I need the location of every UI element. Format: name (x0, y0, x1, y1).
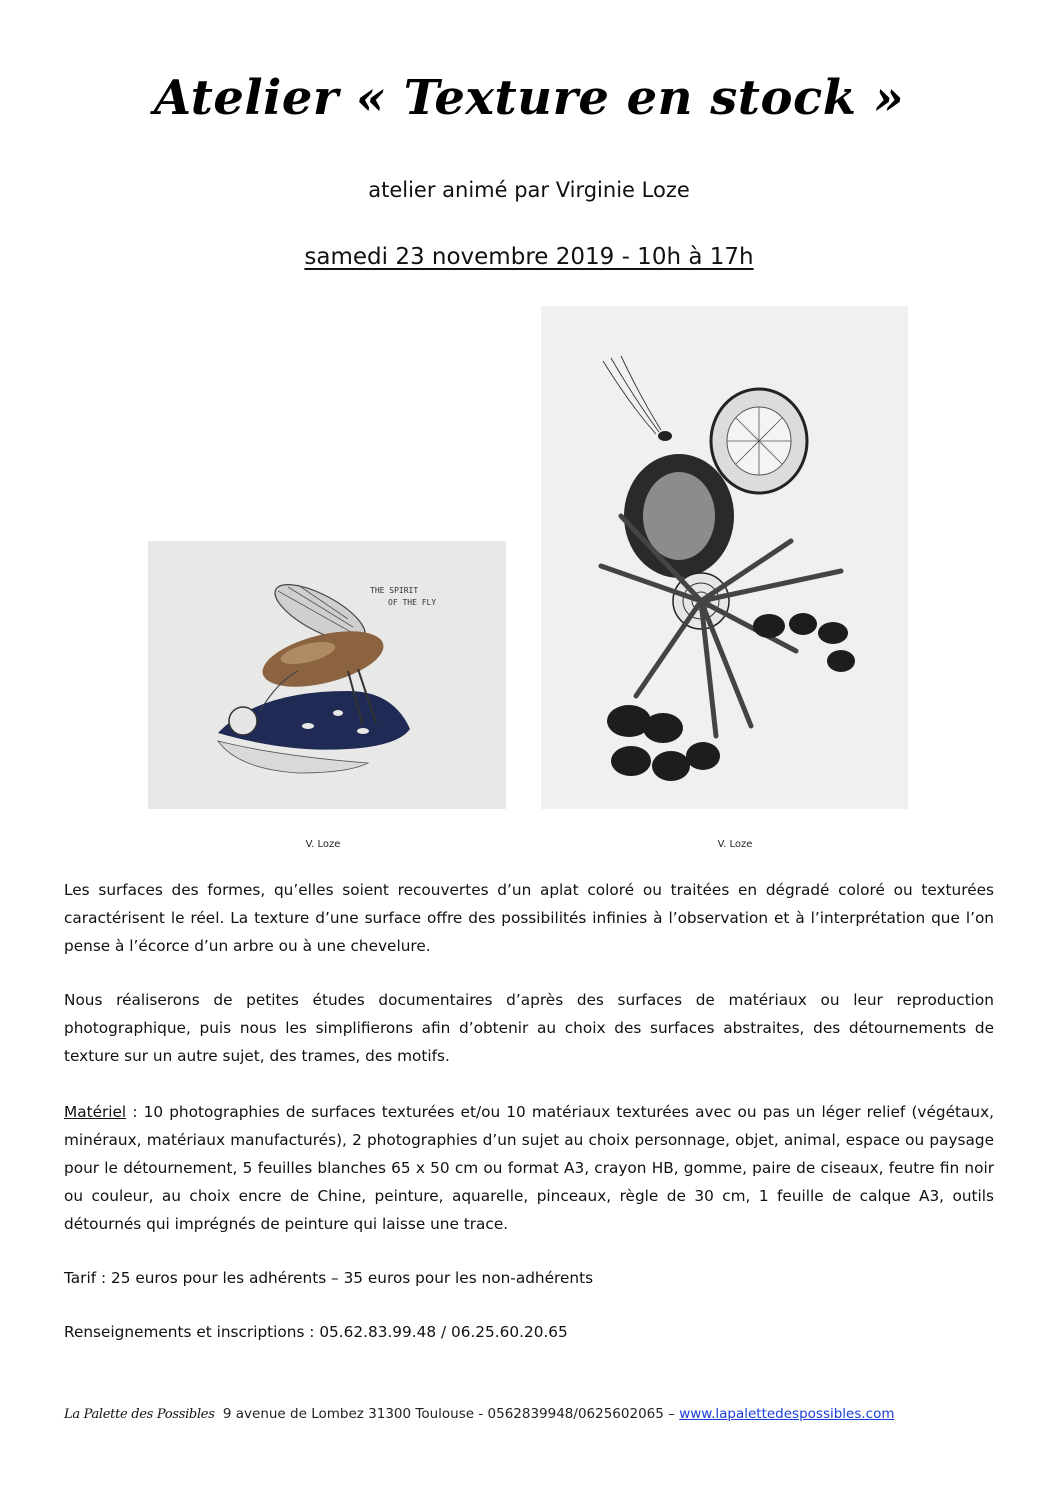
artwork-spirit-of-the-fly (148, 541, 506, 809)
artwork-inscription-line-2: OF THE FLY (388, 598, 437, 607)
intro-paragraph: Les surfaces des formes, qu’elles soient recouvertes d’un aplat coloré ou traitées en dégradé coloré ou texturées caractérisent le réel. La texture d’une surface offre des possibilités infinies à l’observation et à l’interprétation que l’on pense à l’écorce d’un arbre ou à une chevelure. (64, 881, 994, 955)
page-subtitle: atelier animé par Virginie Loze (368, 178, 690, 202)
page-title: Atelier « Texture en stock » (153, 70, 905, 126)
artwork-caption-left: V. Loze (305, 839, 341, 850)
website-link[interactable]: www.lapalettedespossibles.com (679, 1406, 895, 1422)
contact-line: Renseignements et inscriptions : 05.62.83.99.48 / 06.25.60.20.65 (64, 1323, 568, 1341)
materials-list: : 10 photographies de surfaces texturées et/ou 10 matériaux texturées avec ou pas un léger relief (végétaux, minéraux, matériaux manufacturés), 2 photographies d’un sujet au choix personnage, objet, animal, espace ou paysage pour le détournement, 5 feuilles blanches 65 x 50 cm ou format A3, crayon HB, gomme, paire de ciseaux, feutre fin noir ou couleur, au choix encre de Chine, peinture, aquarelle, pinceaux, règle de 30 cm, 1 feuille de calque A3, outils détournés qui imprégnés de peinture qui laisse une trace. (64, 1103, 994, 1233)
organization-logo: La Palette des Possibles (64, 1407, 215, 1422)
materials-paragraph (64, 1098, 994, 1238)
program-paragraph: Nous réaliserons de petites études documentaires d’après des surfaces de matériaux ou leur reproduction photographique, puis nous les simplifierons afin d’obtenir au choix des surfaces abstraites, des détournements de texture sur un autre sujet, des trames, des motifs. (64, 991, 994, 1065)
pricing-line: Tarif : 25 euros pour les adhérents – 35 euros pour les non-adhérents (64, 1269, 594, 1287)
artwork-texture-drawing (541, 306, 908, 809)
artwork-caption-right: V. Loze (717, 839, 753, 850)
materials-label: Matériel (64, 1103, 127, 1121)
event-date: samedi 23 novembre 2019 - 10h à 17h (304, 244, 754, 270)
footer-address: 9 avenue de Lombez 31300 Toulouse - 0562839948/0625602065 – (222, 1406, 680, 1422)
footer (64, 1406, 994, 1422)
artwork-inscription-line-1: THE SPIRIT (370, 586, 419, 595)
